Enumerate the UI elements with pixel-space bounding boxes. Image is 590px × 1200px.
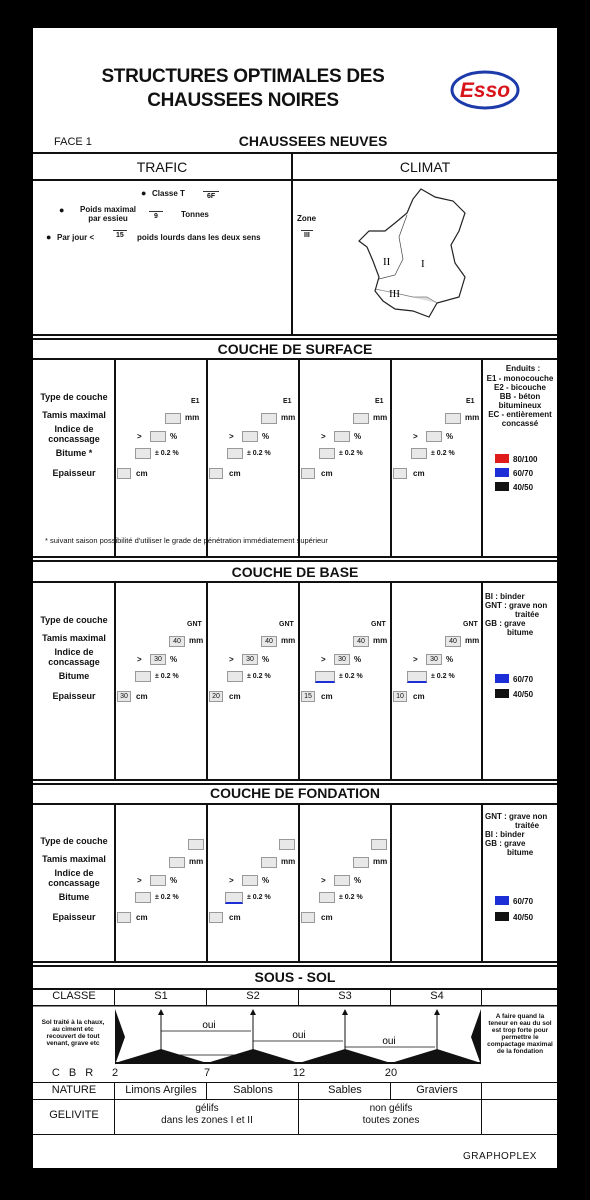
- zone-label: Zone: [297, 214, 317, 223]
- base-epaisseur-field[interactable]: 15: [301, 691, 315, 702]
- grade-label: 80/100: [513, 455, 538, 464]
- fondation-tamis-field[interactable]: [169, 857, 185, 868]
- surface-title: COUCHE DE SURFACE: [217, 341, 373, 357]
- fondation-indice-field[interactable]: [242, 875, 258, 886]
- nature-value: Limons Argiles: [125, 1084, 197, 1096]
- unit-mm: mm: [281, 636, 296, 645]
- cbr-value: 7: [203, 1067, 211, 1079]
- jour-label: Par jour <: [57, 233, 95, 242]
- page-subtitle: CHAUSSEES NEUVES: [238, 133, 388, 149]
- unit-cm: cm: [321, 913, 333, 922]
- surface-type-value: E1: [283, 398, 292, 405]
- divider: [114, 1100, 115, 1134]
- france-map: [355, 185, 475, 325]
- gt-sign: >: [137, 655, 142, 664]
- divider: [114, 1083, 115, 1099]
- unit-pct: %: [446, 655, 454, 664]
- classe-label: Classe T: [152, 189, 185, 198]
- unit-pct: %: [262, 876, 270, 885]
- fondation-indice-field[interactable]: [150, 875, 166, 886]
- divider: [481, 1083, 482, 1099]
- base-title: COUCHE DE BASE: [231, 564, 359, 580]
- divider: [390, 989, 391, 1005]
- unit-mm: mm: [189, 636, 204, 645]
- surface-tamis-label: Tamis maximal: [42, 410, 106, 420]
- base-epaisseur-field[interactable]: 30: [117, 691, 131, 702]
- zone-ii-label: II: [383, 256, 391, 268]
- fondation-epaisseur-field[interactable]: [301, 912, 315, 923]
- rule: [33, 965, 557, 967]
- rule: [33, 556, 557, 558]
- base-epaisseur-field[interactable]: 10: [393, 691, 407, 702]
- classe-s3: S3: [338, 990, 352, 1002]
- fondation-tamis-field[interactable]: [353, 857, 369, 868]
- surface-indice-field[interactable]: [242, 431, 258, 442]
- rule: [33, 358, 557, 360]
- unit-mm: mm: [373, 413, 388, 422]
- fondation-epaisseur-field[interactable]: [209, 912, 223, 923]
- rule: [33, 779, 557, 781]
- unit-pct: %: [354, 432, 362, 441]
- divider: [298, 989, 299, 1005]
- tolerance: ± 0.2 %: [339, 450, 363, 457]
- divider: [298, 1100, 299, 1134]
- rule: [33, 179, 557, 181]
- grade-swatch: [495, 689, 509, 698]
- surface-bitume-field[interactable]: [411, 448, 427, 459]
- unit-cm: cm: [229, 692, 241, 701]
- nongelifs-text: non gélifs toutes zones: [362, 1103, 420, 1126]
- base-indice-field[interactable]: 30: [426, 654, 442, 665]
- note-left: Sol traité à la chaux, au ciment etc recouvert de tout venant, grave etc: [41, 1019, 105, 1047]
- divider: [481, 803, 483, 963]
- rule: [33, 803, 557, 805]
- divider: [114, 358, 116, 558]
- surface-indice-field[interactable]: [150, 431, 166, 442]
- oui-label: oui: [292, 1030, 306, 1041]
- gt-sign: >: [229, 432, 234, 441]
- grade-label: 40/50: [513, 483, 534, 492]
- logo-text: Esso: [459, 79, 511, 102]
- rule: [33, 581, 557, 583]
- nature-value: Graviers: [416, 1084, 458, 1096]
- gt-sign: >: [321, 655, 326, 664]
- base-tamis-field[interactable]: 40: [445, 636, 461, 647]
- surface-type-label: Type de couche: [40, 392, 108, 402]
- rule: [33, 338, 557, 340]
- unit-pct: %: [262, 655, 270, 664]
- surface-indice-field[interactable]: [334, 431, 350, 442]
- nature-label: NATURE: [51, 1084, 97, 1096]
- base-bitume-field[interactable]: [135, 671, 151, 682]
- gt-sign: >: [229, 876, 234, 885]
- surface-legend-text: E1 - monocouche E2 - bicouche BB - béton bitumineux EC - entièrement concassé: [486, 374, 554, 428]
- fondation-tamis-label: Tamis maximal: [42, 854, 106, 864]
- unit-mm: mm: [281, 413, 296, 422]
- bullet-icon: ●: [46, 232, 52, 242]
- divider: [390, 1083, 391, 1099]
- divider: [298, 1083, 299, 1099]
- fondation-tamis-field[interactable]: [261, 857, 277, 868]
- base-tamis-field[interactable]: 40: [169, 636, 185, 647]
- divider: [206, 358, 208, 558]
- grade-label: 60/70: [513, 675, 534, 684]
- fondation-bitume-field[interactable]: [225, 892, 243, 904]
- surface-type-value: E1: [375, 398, 384, 405]
- divider: [206, 803, 208, 963]
- classe-s1: S1: [154, 990, 168, 1002]
- divider: [114, 581, 116, 781]
- tolerance: ± 0.2 %: [155, 450, 179, 457]
- surface-indice-field[interactable]: [426, 431, 442, 442]
- base-legend-text: BI : binder GNT : grave non traitée GB : grave bitume: [485, 592, 548, 637]
- poids-value: 9: [149, 211, 163, 221]
- cbr-value: 2: [111, 1067, 119, 1079]
- gt-sign: >: [137, 432, 142, 441]
- cbr-diagram: [33, 1005, 557, 1067]
- gt-sign: >: [413, 432, 418, 441]
- jour-value: 15: [113, 230, 127, 240]
- unit-pct: %: [170, 432, 178, 441]
- divider: [114, 989, 115, 1005]
- classe-label: CLASSE: [52, 990, 96, 1002]
- unit-mm: mm: [373, 857, 388, 866]
- grade-label: 40/50: [513, 690, 534, 699]
- grade-swatch: [495, 482, 509, 491]
- grade-swatch: [495, 912, 509, 921]
- tolerance: ± 0.2 %: [431, 673, 455, 680]
- grade-swatch: [495, 454, 509, 463]
- poids-label: Poids maximal par essieu: [79, 205, 137, 223]
- cbr-label: C B R: [51, 1067, 97, 1079]
- base-bitume-field[interactable]: [407, 671, 427, 683]
- unit-cm: cm: [136, 692, 148, 701]
- nature-value: Sables: [328, 1084, 362, 1096]
- surface-epaisseur-field[interactable]: [209, 468, 223, 479]
- cbr-value: 20: [384, 1067, 398, 1079]
- fondation-epaisseur-label: Epaisseur: [52, 912, 96, 922]
- bullet-icon: ●: [141, 188, 147, 198]
- nature-value: Sablons: [233, 1084, 273, 1096]
- unit-pct: %: [170, 655, 178, 664]
- unit-cm: cm: [413, 692, 425, 701]
- tolerance: ± 0.2 %: [247, 673, 271, 680]
- grade-label: 60/70: [513, 469, 534, 478]
- divider: [206, 989, 207, 1005]
- base-type-value: GNT: [463, 621, 478, 628]
- surface-bitume-label: Bitume *: [55, 448, 93, 458]
- surface-tamis-field[interactable]: [445, 413, 461, 424]
- unit-cm: cm: [136, 469, 148, 478]
- surface-bitume-field[interactable]: [319, 448, 335, 459]
- base-tamis-label: Tamis maximal: [42, 633, 106, 643]
- fondation-type-field[interactable]: [279, 839, 295, 850]
- zone-iii-label: III: [389, 288, 400, 300]
- base-type-value: GNT: [279, 621, 294, 628]
- divider: [481, 989, 482, 1005]
- gt-sign: >: [321, 876, 326, 885]
- base-indice-field[interactable]: 30: [334, 654, 350, 665]
- base-bitume-field[interactable]: [227, 671, 243, 682]
- tolerance: ± 0.2 %: [247, 450, 271, 457]
- base-tamis-field[interactable]: 40: [261, 636, 277, 647]
- zone-i-label: I: [421, 258, 425, 270]
- fondation-type-label: Type de couche: [40, 836, 108, 846]
- rule: [33, 560, 557, 562]
- unit-mm: mm: [189, 857, 204, 866]
- gelifs-text: gélifs dans les zones I et II: [161, 1103, 253, 1126]
- unit-pct: %: [170, 876, 178, 885]
- divider: [390, 581, 392, 781]
- unit-pct: %: [262, 432, 270, 441]
- unit-mm: mm: [465, 636, 480, 645]
- unit-cm: cm: [321, 469, 333, 478]
- surface-epaisseur-field[interactable]: [393, 468, 407, 479]
- divider: [390, 358, 392, 558]
- fondation-type-field[interactable]: [371, 839, 387, 850]
- base-indice-label: Indice de concassage: [48, 647, 100, 667]
- base-epaisseur-field[interactable]: 20: [209, 691, 223, 702]
- cbr-value: 12: [292, 1067, 306, 1079]
- bullet-icon: ●: [59, 205, 65, 215]
- soussol-title: SOUS - SOL: [254, 969, 336, 985]
- surface-tamis-field[interactable]: [353, 413, 369, 424]
- nature-row: [33, 1083, 557, 1100]
- divider: [206, 1083, 207, 1099]
- surface-tamis-field[interactable]: [261, 413, 277, 424]
- tolerance: ± 0.2 %: [247, 894, 271, 901]
- surface-type-value: E1: [466, 398, 475, 405]
- classe-value: 6F: [203, 191, 219, 201]
- title-line-1: STRUCTURES OPTIMALES DES: [101, 66, 385, 87]
- base-tamis-field[interactable]: 40: [353, 636, 369, 647]
- tolerance: ± 0.2 %: [339, 673, 363, 680]
- unit-cm: cm: [321, 692, 333, 701]
- gt-sign: >: [229, 655, 234, 664]
- grade-label: 40/50: [513, 913, 534, 922]
- tolerance: ± 0.2 %: [155, 673, 179, 680]
- esso-logo: [450, 70, 520, 110]
- base-type-value: GNT: [187, 621, 202, 628]
- fondation-legend-text: GNT : grave non traitée BI : binder GB : grave bitume: [485, 812, 548, 857]
- gelivite-row: [33, 1100, 557, 1135]
- surface-bitume-field[interactable]: [135, 448, 151, 459]
- base-bitume-label: Bitume: [58, 671, 90, 681]
- fondation-indice-field[interactable]: [334, 875, 350, 886]
- footer-brand: GRAPHOPLEX: [463, 1151, 537, 1162]
- unit-pct: %: [354, 655, 362, 664]
- fondation-title: COUCHE DE FONDATION: [209, 785, 381, 801]
- base-indice-field[interactable]: 30: [150, 654, 166, 665]
- grade-label: 60/70: [513, 897, 534, 906]
- unit-pct: %: [354, 876, 362, 885]
- gt-sign: >: [413, 655, 418, 664]
- gt-sign: >: [321, 432, 326, 441]
- fondation-indice-label: Indice de concassage: [48, 868, 100, 888]
- base-indice-field[interactable]: 30: [242, 654, 258, 665]
- surface-epaisseur-label: Epaisseur: [52, 468, 96, 478]
- gelivite-label: GELIVITE: [49, 1109, 99, 1121]
- surface-legend-title: Enduits :: [505, 364, 541, 373]
- tolerance: ± 0.2 %: [155, 894, 179, 901]
- fondation-type-field[interactable]: [188, 839, 204, 850]
- title-line-2: CHAUSSEES NOIRES: [147, 90, 339, 111]
- divider: [481, 1100, 482, 1134]
- unit-mm: mm: [185, 413, 200, 422]
- divider: [298, 358, 300, 558]
- jour-suffix: poids lourds dans les deux sens: [137, 233, 261, 242]
- divider: [481, 581, 483, 781]
- unit-cm: cm: [136, 913, 148, 922]
- unit-cm: cm: [229, 913, 241, 922]
- grade-swatch: [495, 896, 509, 905]
- zone-value: III: [301, 230, 313, 240]
- rule: [33, 152, 557, 154]
- note-right: A faire quand la teneur en eau du sol est trop forte pour permettre le compactage maximal de la fondation: [487, 1013, 553, 1055]
- gt-sign: >: [137, 876, 142, 885]
- surface-epaisseur-field[interactable]: [301, 468, 315, 479]
- surface-tamis-field[interactable]: [165, 413, 181, 424]
- unit-cm: cm: [229, 469, 241, 478]
- grade-swatch: [495, 468, 509, 477]
- classe-s4: S4: [430, 990, 444, 1002]
- base-bitume-field[interactable]: [315, 671, 335, 683]
- grade-swatch: [495, 674, 509, 683]
- tolerance: ± 0.2 %: [339, 894, 363, 901]
- classe-s2: S2: [246, 990, 260, 1002]
- cbr-row: [33, 1067, 557, 1083]
- fondation-epaisseur-field[interactable]: [117, 912, 131, 923]
- fondation-bitume-label: Bitume: [58, 892, 90, 902]
- divider: [206, 581, 208, 781]
- oui-label: oui: [202, 1020, 216, 1031]
- fondation-bitume-field[interactable]: [319, 892, 335, 903]
- unit-cm: cm: [413, 469, 425, 478]
- divider: [390, 803, 392, 963]
- surface-indice-label: Indice de concassage: [48, 424, 100, 444]
- fondation-bitume-field[interactable]: [135, 892, 151, 903]
- base-type-value: GNT: [371, 621, 386, 628]
- tolerance: ± 0.2 %: [431, 450, 455, 457]
- surface-footnote: * suivant saison possibilité d'utiliser le grade de pénétration immédiatement supérieur: [45, 536, 328, 545]
- unit-mm: mm: [465, 413, 480, 422]
- rule: [33, 334, 557, 336]
- rule: [33, 961, 557, 963]
- oui-label: oui: [382, 1036, 396, 1047]
- surface-type-value: E1: [191, 398, 200, 405]
- unit-mm: mm: [281, 857, 296, 866]
- base-epaisseur-label: Epaisseur: [52, 691, 96, 701]
- divider: [291, 152, 293, 336]
- face-label: FACE 1: [54, 136, 92, 148]
- reference-card: [33, 28, 557, 1168]
- classe-row: [33, 989, 557, 1006]
- surface-bitume-field[interactable]: [227, 448, 243, 459]
- base-type-label: Type de couche: [40, 615, 108, 625]
- surface-epaisseur-field[interactable]: [117, 468, 131, 479]
- divider: [298, 803, 300, 963]
- poids-unit: Tonnes: [181, 210, 209, 219]
- unit-pct: %: [446, 432, 454, 441]
- trafic-title: TRAFIC: [136, 159, 188, 175]
- climat-title: CLIMAT: [399, 159, 451, 175]
- divider: [298, 581, 300, 781]
- unit-mm: mm: [373, 636, 388, 645]
